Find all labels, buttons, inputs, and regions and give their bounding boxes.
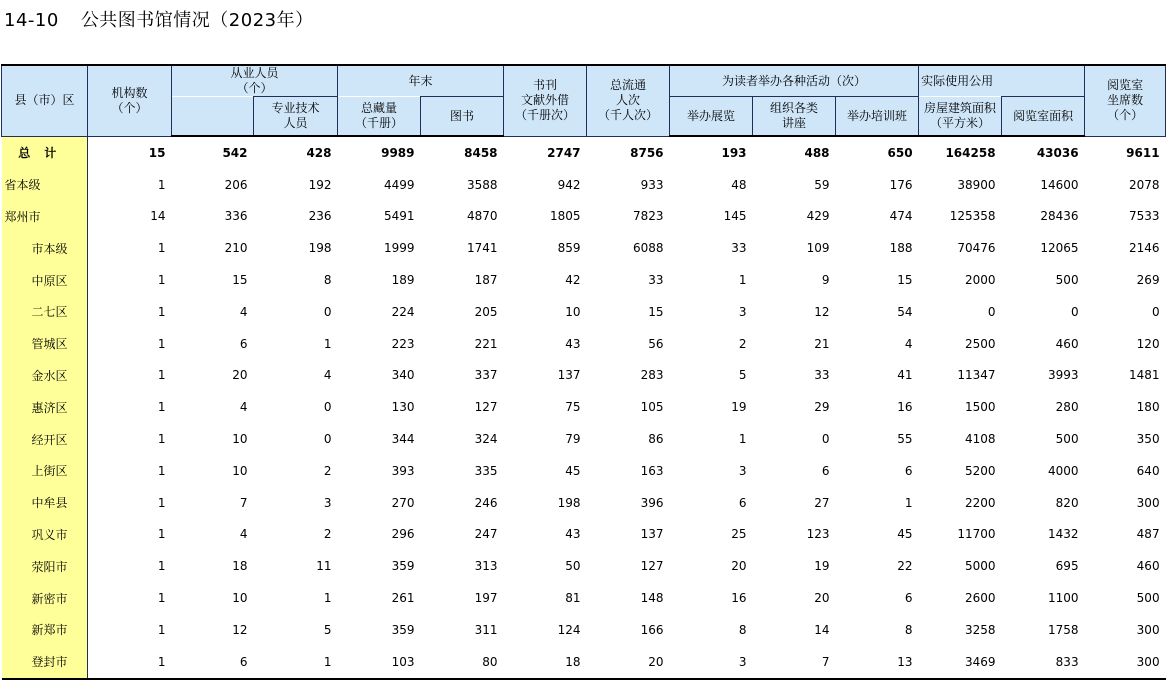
- table-cell: 43036: [1036, 145, 1079, 160]
- region-name: 惠济区: [2, 391, 88, 423]
- table-cell: 41: [897, 368, 913, 383]
- region-name: 荥阳市: [2, 550, 88, 582]
- table-cell: 4: [239, 400, 248, 415]
- table-row: [2, 582, 1166, 614]
- table-cell: 16: [731, 591, 747, 606]
- table-cell: 500: [1055, 432, 1079, 447]
- table-cell: 1: [254, 646, 338, 679]
- table-cell: 19: [731, 400, 747, 415]
- table-cell: 2: [323, 527, 332, 542]
- table-row: [2, 264, 1166, 296]
- table-cell: 393: [391, 463, 415, 478]
- table-cell: 2: [323, 463, 332, 478]
- region-name: 巩义市: [2, 519, 88, 551]
- table-cell: 198: [308, 241, 332, 256]
- region-name: 二七区: [2, 296, 88, 328]
- table-cell: 38900: [957, 177, 996, 192]
- region-name: 登封市: [2, 646, 88, 679]
- table-title: 公共图书馆情况（2023年）: [80, 10, 314, 31]
- table-cell: 125358: [949, 209, 996, 224]
- table-cell: 42: [565, 273, 581, 288]
- header-building-area: 房屋建筑面积 （平方米）: [919, 97, 1002, 137]
- table-cell: 7533: [1129, 209, 1160, 224]
- table-cell: 16: [897, 400, 913, 415]
- table-cell: 3: [670, 646, 753, 679]
- header-county: 县（市）区: [2, 65, 88, 136]
- table-cell: 5: [738, 368, 747, 383]
- total-row: [2, 136, 1166, 169]
- table-cell: 50: [565, 559, 581, 574]
- table-cell: 474: [889, 209, 913, 224]
- region-name: 新密市: [2, 582, 88, 614]
- table-cell: 1: [157, 177, 166, 192]
- table-cell: 300: [1136, 495, 1160, 510]
- header-lectures: 组织各类 讲座: [753, 97, 836, 137]
- table-row: [2, 519, 1166, 551]
- table-cell: 163: [640, 463, 664, 478]
- table-cell: 1: [157, 336, 166, 351]
- table-cell: 2000: [965, 273, 996, 288]
- table-cell: 12: [814, 304, 830, 319]
- table-cell: 4108: [965, 432, 996, 447]
- header-activities: 为读者举办各种活动（次）: [670, 65, 919, 97]
- region-name: 市本级: [2, 232, 88, 264]
- table-cell: 130: [391, 400, 415, 415]
- table-cell: 270: [391, 495, 415, 510]
- table-cell: 79: [565, 432, 581, 447]
- header-collection: 年末: [338, 65, 504, 97]
- header-training: 举办培训班: [836, 97, 919, 137]
- table-cell: 335: [474, 463, 498, 478]
- header-tech-staff: 专业技术 人员: [254, 97, 338, 137]
- header-staff-blank: [172, 97, 254, 137]
- table-cell: 460: [1055, 336, 1079, 351]
- table-cell: 337: [474, 368, 498, 383]
- table-cell: 164258: [945, 145, 996, 160]
- table-cell: 0: [323, 400, 332, 415]
- region-name: 金水区: [2, 360, 88, 392]
- table-cell: 123: [806, 527, 830, 542]
- table-cell: 9989: [381, 145, 415, 160]
- table-cell: 650: [887, 145, 913, 160]
- table-cell: 223: [391, 336, 415, 351]
- table-cell: 460: [1136, 559, 1160, 574]
- table-cell: 261: [391, 591, 415, 606]
- table-cell: 188: [889, 241, 913, 256]
- region-name: 总计: [2, 136, 88, 169]
- table-cell: 81: [565, 591, 581, 606]
- table-cell: 1: [157, 273, 166, 288]
- table-cell: 86: [648, 432, 664, 447]
- table-cell: 54: [897, 304, 913, 319]
- table-cell: 1: [157, 495, 166, 510]
- table-cell: 28436: [1040, 209, 1079, 224]
- table-cell: 6: [239, 336, 248, 351]
- table-cell: 1: [323, 591, 332, 606]
- table-cell: 1: [738, 273, 747, 288]
- table-cell: 22: [897, 559, 913, 574]
- table-cell: 4: [239, 304, 248, 319]
- table-cell: 1: [738, 432, 747, 447]
- region-name: 管城区: [2, 328, 88, 360]
- header-books: 图书: [421, 97, 504, 137]
- table-cell: 20: [232, 368, 248, 383]
- table-cell: 0: [821, 432, 830, 447]
- region-name: 新郑市: [2, 614, 88, 646]
- table-cell: 8: [738, 622, 747, 637]
- table-cell: 7: [753, 646, 836, 679]
- table-cell: 4870: [466, 209, 498, 224]
- table-cell: 25: [731, 527, 747, 542]
- table-cell: 19: [814, 559, 830, 574]
- table-cell: 4: [904, 336, 913, 351]
- table-cell: 3: [738, 304, 747, 319]
- table-cell: 542: [222, 145, 248, 160]
- table-cell: 18: [504, 646, 587, 679]
- table-cell: 429: [806, 209, 830, 224]
- table-header: [2, 65, 1166, 136]
- table-cell: 127: [640, 559, 664, 574]
- table-cell: 359: [391, 559, 415, 574]
- table-cell: 3258: [965, 622, 996, 637]
- table-cell: 166: [640, 622, 664, 637]
- table-row: [2, 328, 1166, 360]
- table-cell: 5491: [383, 209, 415, 224]
- table-cell: 1: [157, 368, 166, 383]
- table-cell: 3: [323, 495, 332, 510]
- table-row: [2, 201, 1166, 233]
- table-cell: 210: [224, 241, 248, 256]
- table-cell: 1: [157, 463, 166, 478]
- table-cell: 145: [723, 209, 747, 224]
- table-cell: 33: [731, 241, 747, 256]
- table-cell: 21: [814, 336, 830, 351]
- table-cell: 300: [1085, 646, 1166, 679]
- table-cell: 103: [338, 646, 421, 679]
- table-row: [2, 550, 1166, 582]
- table-cell: 14: [150, 209, 166, 224]
- table-cell: 1: [157, 622, 166, 637]
- table-cell: 1741: [466, 241, 498, 256]
- table-cell: 11700: [957, 527, 996, 542]
- table-cell: 487: [1136, 527, 1160, 542]
- table-cell: 3588: [466, 177, 498, 192]
- table-cell: 1432: [1048, 527, 1079, 542]
- table-cell: 124: [557, 622, 581, 637]
- table-cell: 344: [391, 432, 415, 447]
- table-cell: 33: [814, 368, 830, 383]
- table-cell: 27: [814, 495, 830, 510]
- table-cell: 33: [648, 273, 664, 288]
- library-table: [1, 64, 1166, 680]
- header-exhibitions: 举办展览: [670, 97, 753, 137]
- table-cell: 0: [323, 304, 332, 319]
- table-cell: 296: [391, 527, 415, 542]
- region-name: 郑州市: [2, 201, 88, 233]
- table-cell: 1758: [1048, 622, 1079, 637]
- table-cell: 313: [474, 559, 498, 574]
- table-cell: 12: [232, 622, 248, 637]
- table-cell: 1: [157, 432, 166, 447]
- table-cell: 500: [1136, 591, 1160, 606]
- table-cell: 9: [821, 273, 830, 288]
- table-cell: 1: [157, 304, 166, 319]
- table-cell: 198: [557, 495, 581, 510]
- table-cell: 6: [904, 591, 913, 606]
- table-cell: 359: [391, 622, 415, 637]
- header-institutions: 机构数 （个）: [88, 65, 172, 136]
- table-cell: 10: [232, 591, 248, 606]
- header-staff: 从业人员 （个）: [172, 65, 338, 97]
- table-cell: 833: [1002, 646, 1085, 679]
- table-cell: 6: [821, 463, 830, 478]
- table-cell: 193: [721, 145, 747, 160]
- table-cell: 1999: [383, 241, 415, 256]
- table-cell: 10: [565, 304, 581, 319]
- table-cell: 127: [474, 400, 498, 415]
- table-row: [2, 296, 1166, 328]
- table-cell: 197: [474, 591, 498, 606]
- table-cell: 176: [889, 177, 913, 192]
- table-cell: 283: [640, 368, 664, 383]
- table-cell: 43: [565, 336, 581, 351]
- table-cell: 4000: [1048, 463, 1079, 478]
- header-lending: 书刊 文献外借 （千册次）: [504, 65, 587, 136]
- table-cell: 1: [323, 336, 332, 351]
- region-name: 省本级: [2, 169, 88, 201]
- table-cell: 640: [1136, 463, 1160, 478]
- table-cell: 6: [904, 463, 913, 478]
- region-name: 中原区: [2, 264, 88, 296]
- table-cell: 1: [157, 591, 166, 606]
- table-cell: 2500: [965, 336, 996, 351]
- table-cell: 14: [814, 622, 830, 637]
- table-cell: 80: [421, 646, 504, 679]
- table-cell: 311: [474, 622, 498, 637]
- table-cell: 1: [88, 646, 172, 679]
- table-cell: 6: [738, 495, 747, 510]
- table-cell: 206: [224, 177, 248, 192]
- table-cell: 1481: [1129, 368, 1160, 383]
- table-cell: 137: [640, 527, 664, 542]
- table-cell: 1805: [549, 209, 581, 224]
- table-cell: 70476: [957, 241, 996, 256]
- table-cell: 13: [836, 646, 919, 679]
- table-cell: 340: [391, 368, 415, 383]
- table-cell: 2: [738, 336, 747, 351]
- table-cell: 43: [565, 527, 581, 542]
- table-cell: 1: [157, 400, 166, 415]
- region-name: 中牟县: [2, 487, 88, 519]
- table-cell: 189: [391, 273, 415, 288]
- table-cell: 4: [323, 368, 332, 383]
- header-area: 实际使用公用: [919, 65, 1085, 97]
- table-cell: 105: [640, 400, 664, 415]
- table-cell: 137: [557, 368, 581, 383]
- table-cell: 2747: [547, 145, 581, 160]
- table-row: [2, 232, 1166, 264]
- table-cell: 9611: [1126, 145, 1160, 160]
- table-row: [2, 487, 1166, 519]
- table-cell: 2078: [1129, 177, 1160, 192]
- table-cell: 269: [1136, 273, 1160, 288]
- table-cell: 336: [224, 209, 248, 224]
- table-cell: 148: [640, 591, 664, 606]
- table-cell: 205: [474, 304, 498, 319]
- table-row: [2, 614, 1166, 646]
- header-collection-total: 总藏量 （千册）: [338, 97, 421, 137]
- table-cell: 4499: [383, 177, 415, 192]
- table-row: [2, 391, 1166, 423]
- table-cell: 15: [232, 273, 248, 288]
- table-row: [2, 455, 1166, 487]
- table-cell: 15: [648, 304, 664, 319]
- table-cell: 2146: [1129, 241, 1160, 256]
- table-cell: 396: [640, 495, 664, 510]
- table-cell: 5: [323, 622, 332, 637]
- table-cell: 55: [897, 432, 913, 447]
- table-code: 14-10: [4, 10, 59, 31]
- table-cell: 14600: [1040, 177, 1079, 192]
- table-cell: 1: [157, 241, 166, 256]
- table-cell: 2200: [965, 495, 996, 510]
- table-body: [2, 136, 1166, 679]
- table-cell: 0: [323, 432, 332, 447]
- header-visitors: 总流通 人次 （千人次）: [587, 65, 670, 136]
- region-name: 上街区: [2, 455, 88, 487]
- table-cell: 0: [987, 304, 996, 319]
- table-cell: 10: [232, 463, 248, 478]
- table-cell: 45: [565, 463, 581, 478]
- table-cell: 5200: [965, 463, 996, 478]
- table-cell: 1: [904, 495, 913, 510]
- table-cell: 8: [904, 622, 913, 637]
- table-cell: 20: [814, 591, 830, 606]
- table-cell: 8: [323, 273, 332, 288]
- table-cell: 246: [474, 495, 498, 510]
- table-cell: 75: [565, 400, 581, 415]
- region-name: 经开区: [2, 423, 88, 455]
- table-row: [2, 360, 1166, 392]
- table-cell: 280: [1055, 400, 1079, 415]
- table-cell: 942: [557, 177, 581, 192]
- table-cell: 18: [232, 559, 248, 574]
- table-cell: 11347: [957, 368, 996, 383]
- table-cell: 350: [1136, 432, 1160, 447]
- table-cell: 933: [640, 177, 664, 192]
- table-cell: 8756: [630, 145, 664, 160]
- table-cell: 247: [474, 527, 498, 542]
- table-cell: 120: [1136, 336, 1160, 351]
- table-cell: 59: [814, 177, 830, 192]
- table-cell: 2600: [965, 591, 996, 606]
- table-cell: 300: [1136, 622, 1160, 637]
- table-cell: 3469: [919, 646, 1002, 679]
- table-row: [2, 423, 1166, 455]
- table-cell: 109: [806, 241, 830, 256]
- table-cell: 221: [474, 336, 498, 351]
- table-cell: 1500: [965, 400, 996, 415]
- table-row: [2, 646, 1166, 679]
- table-row: [2, 169, 1166, 201]
- table-cell: 6088: [632, 241, 664, 256]
- table-cell: 5000: [965, 559, 996, 574]
- table-cell: 6: [172, 646, 254, 679]
- table-cell: 224: [391, 304, 415, 319]
- table-cell: 1: [157, 559, 166, 574]
- table-cell: 48: [731, 177, 747, 192]
- table-cell: 0: [1151, 304, 1160, 319]
- table-cell: 324: [474, 432, 498, 447]
- table-cell: 3993: [1048, 368, 1079, 383]
- header-reading-room-area: 阅览室面积: [1002, 97, 1085, 137]
- table-cell: 0: [1070, 304, 1079, 319]
- table-cell: 7: [239, 495, 248, 510]
- table-cell: 500: [1055, 273, 1079, 288]
- table-cell: 859: [557, 241, 581, 256]
- table-cell: 1100: [1048, 591, 1079, 606]
- table-cell: 29: [814, 400, 830, 415]
- table-cell: 187: [474, 273, 498, 288]
- table-cell: 20: [587, 646, 670, 679]
- table-cell: 15: [148, 145, 166, 160]
- table-cell: 12065: [1040, 241, 1079, 256]
- table-cell: 3: [738, 463, 747, 478]
- table-cell: 8458: [464, 145, 498, 160]
- table-cell: 45: [897, 527, 913, 542]
- table-cell: 56: [648, 336, 664, 351]
- table-cell: 4: [239, 527, 248, 542]
- table-cell: 488: [804, 145, 830, 160]
- table-cell: 180: [1136, 400, 1160, 415]
- table-cell: 820: [1055, 495, 1079, 510]
- table-cell: 7823: [632, 209, 664, 224]
- table-cell: 192: [308, 177, 332, 192]
- table-cell: 10: [232, 432, 248, 447]
- table-cell: 1: [157, 527, 166, 542]
- table-cell: 20: [731, 559, 747, 574]
- table-cell: 236: [308, 209, 332, 224]
- table-cell: 11: [316, 559, 332, 574]
- table-cell: 695: [1055, 559, 1079, 574]
- table-cell: 428: [306, 145, 332, 160]
- table-cell: 15: [897, 273, 913, 288]
- page-title: [4, 6, 314, 32]
- header-seats: 阅览室 坐席数 （个）: [1085, 65, 1166, 136]
